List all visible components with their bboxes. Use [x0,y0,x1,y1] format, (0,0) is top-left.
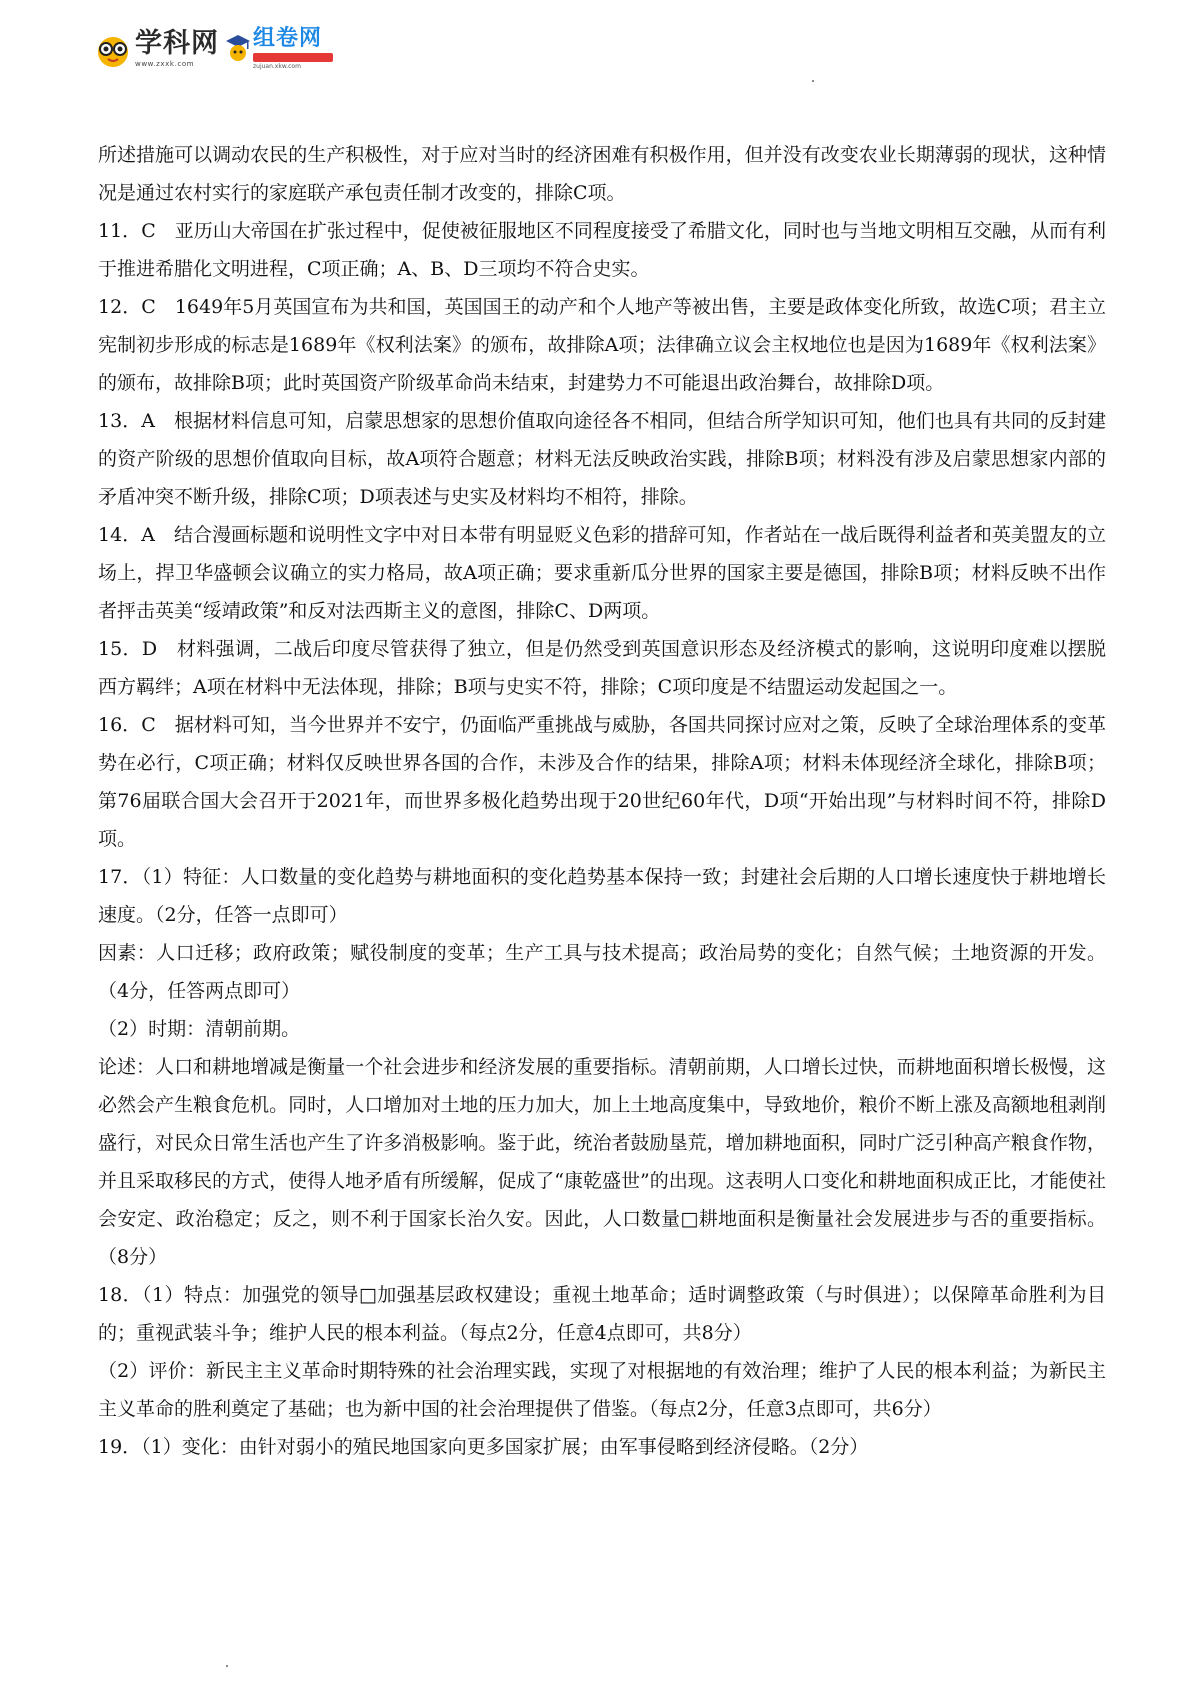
logo2-banner [253,53,333,62]
answer-12: 12．C 1649年5月英国宣布为共和国，英国国王的动产和个人地产等被出售，主要是政体变化所致，故选C项；君主立宪制初步形成的标志是1689年《权利法案》的颁布，故排除A项；法律确立议会主权地位也是因为1689年《权利法案》的颁布，故排除B项；此时英国资产阶级革命尚未结束，封建势力不可能退出政治舞台，故排除D项。 [98,296,1106,394]
graduate-mascot-icon [225,33,251,63]
answer-content [98,136,1106,1466]
answer-15: 15．D 材料强调，二战后印度尽管获得了独立，但是仍然受到英国意识形态及经济模式的影响，这说明印度难以摆脱西方羁绊；A项在材料中无法体现，排除；B项与史实不符，排除；C项印度是不结盟运动发起国之一。 [98,638,1106,698]
answer-17-discussion: 论述：人口和耕地增减是衡量一个社会进步和经济发展的重要指标。清朝前期，人口增长过快，而耕地面积增长极慢，这必然会产生粮食危机。同时，人口增加对土地的压力加大，加上土地高度集中，导致地价，粮价不断上涨及高额地租剥削盛行，对民众日常生活也产生了许多消极影响。鉴于此，统治者鼓励垦荒，增加耕地面积，同时广泛引种高产粮食作物，并且采取移民的方式，使得人地矛盾有所缓解，促成了“康乾盛世”的出现。这表明人口变化和耕地面积成正比，才能使社会安定、政治稳定；反之，则不利于国家长治久安。因此，人口数量□耕地面积是衡量社会发展进步与否的重要指标。（8分） [98,1056,1106,1268]
answer-17-1: 17．（1）特征：人口数量的变化趋势与耕地面积的变化趋势基本保持一致；封建社会后期的人口增长速度快于耕地增长速度。（2分，任答一点即可） [98,866,1106,926]
scan-dot [226,1665,228,1667]
logo2-url: zujuan.xkw.com [253,62,301,70]
answer-17-2: （2）时期：清朝前期。 [98,1018,301,1040]
paragraph: 所述措施可以调动农民的生产积极性，对于应对当时的经济困难有积极作用，但并没有改变农业长期薄弱的现状，这种情况是通过农村实行的家庭联产承包责任制才改变的，排除C项。 [98,144,1106,204]
logo [135,29,219,68]
answer-16: 16．C 据材料可知，当今世界并不安宁，仍面临严重挑战与威胁，各国共同探讨应对之策，反映了全球治理体系的变革势在必行，C项正确；材料仅反映世界各国的合作，未涉及合作的结果，排除A项；材料未体现经济全球化，排除B项；第76届联合国大会召开于2021年，而世界多极化趋势出现于20世纪60年代，D项“开始出现”与材料时间不符，排除D项。 [98,714,1106,850]
logo-text: 学科网 [135,27,219,59]
owl-mascot-icon [95,28,131,68]
answer-18-2: （2）评价：新民主主义革命时期特殊的社会治理实践，实现了对根据地的有效治理；维护了人民的根本利益；为新民主主义革命的胜利奠定了基础；也为新中国的社会治理提供了借鉴。（每点2分，任意3点即可，共6分） [98,1360,1106,1420]
answer-11: 11．C 亚历山大帝国在扩张过程中，促使被征服地区不同程度接受了希腊文化，同时也与当地文明相互交融，从而有利于推进希腊化文明进程，C项正确；A、B、D三项均不符合史实。 [98,220,1106,280]
answer-17-factors: 因素：人口迁移；政府政策；赋役制度的变革；生产工具与技术提高；政治局势的变化；自然气候；土地资源的开发。（4分，任答两点即可） [98,942,1106,1002]
logo2-text: 组卷网 [253,25,323,51]
scan-dot [812,80,814,82]
logo-url: www.zxxk.com [135,59,195,68]
logo2 [225,27,333,70]
answer-14: 14．A 结合漫画标题和说明性文字中对日本带有明显贬义色彩的措辞可知，作者站在一战后既得利益者和英美盟友的立场上，捍卫华盛顿会议确立的实力格局，故A项正确；要求重新瓜分世界的国家主要是德国，排除B项；材料反映不出作者抨击英美“绥靖政策”和反对法西斯主义的意图，排除C、D两项。 [98,524,1106,622]
answer-13: 13．A 根据材料信息可知，启蒙思想家的思想价值取向途径各不相同，但结合所学知识可知，他们也具有共同的反封建的资产阶级的思想价值取向目标，故A项符合题意；材料无法反映政治实践，排除B项；材料没有涉及启蒙思想家内部的矛盾冲突不断升级，排除C项；D项表述与史实及材料均不相符，排除。 [98,410,1106,508]
page-header [95,18,333,78]
answer-18-1: 18．（1）特点：加强党的领导□加强基层政权建设；重视土地革命；适时调整政策（与时俱进）；以保障革命胜利为目的；重视武装斗争；维护人民的根本利益。（每点2分，任意4点即可，共8分） [98,1284,1106,1344]
answer-19-1: 19．（1）变化：由针对弱小的殖民地国家向更多国家扩展；由军事侵略到经济侵略。（2分） [98,1436,869,1458]
